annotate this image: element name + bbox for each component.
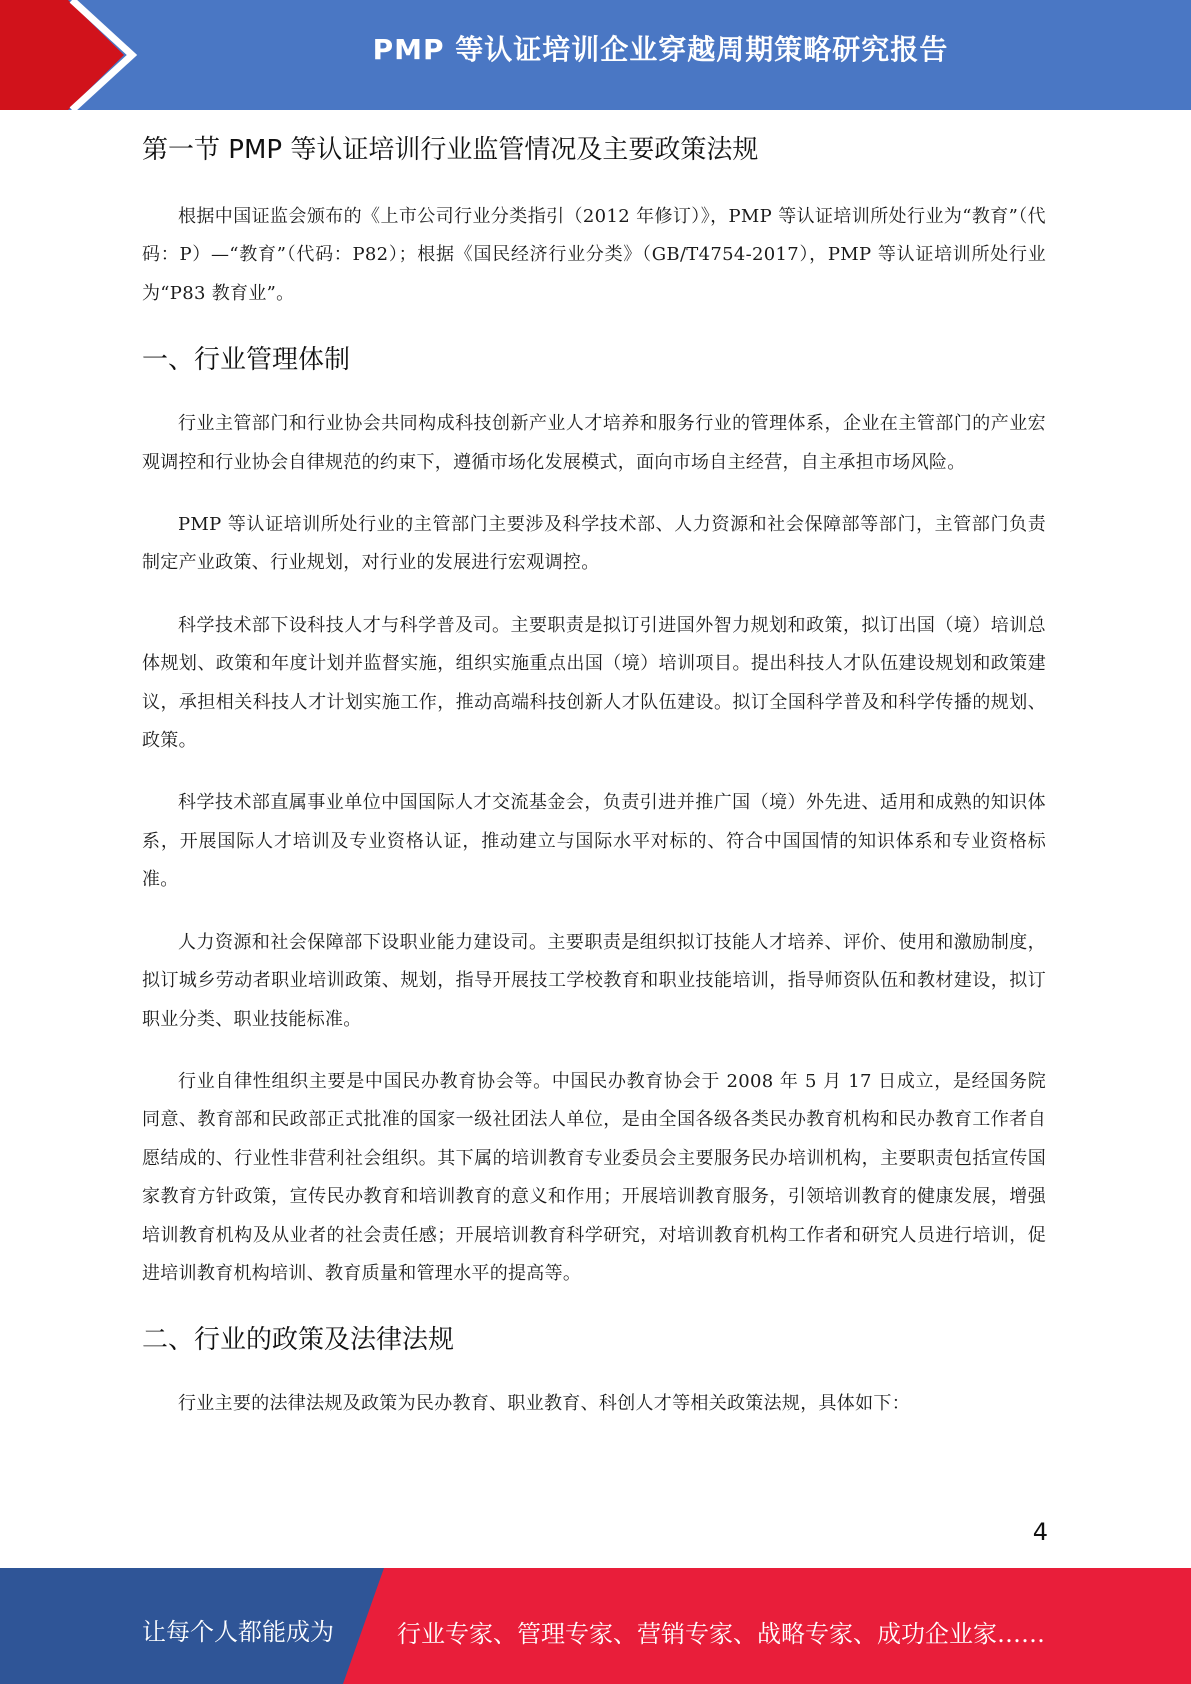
section-title: 第一节 PMP 等认证培训行业监管情况及主要政策法规 xyxy=(142,135,759,165)
page-body xyxy=(142,128,1046,1448)
paragraph: 科学技术部直属事业单位中国国际人才交流基金会，负责引进并推广国（境）外先进、适用和成熟的知识体系，开展国际人才培训及专业资格认证，推动建立与国际水平对标的、符合中国国情的知识体系和专业资格标准。 xyxy=(142,792,1046,891)
paragraph: 行业主管部门和行业协会共同构成科技创新产业人才培养和服务行业的管理体系，企业在主管部门的产业宏观调控和行业协会自律规范的约束下，遵循市场化发展模式，面向市场自主经营，自主承担市场风险。 xyxy=(142,413,1046,473)
paragraph: 行业自律性组织主要是中国民办教育协会等。中国民办教育协会于 2008 年 5 月 17 日成立，是经国务院同意、教育部和民政部正式批准的国家一级社团法人单位，是由全国各级各类民办教育机构和民办教育工作者自愿结成的、行业性非营利社会组织。其下属的培训教育专业委员会主要服务民办培训机构，主要职责包括宣传国家教育方针政策，宣传民办教育和培训教育的意义和作用；开展培训教育服务，引领培训教育的健康发展，增强培训教育机构及从业者的社会责任感；开展培训教育科学研究，对培训教育机构工作者和研究人员进行培训，促进培训教育机构培训、教育质量和管理水平的提高等。 xyxy=(142,1070,1046,1284)
page-header xyxy=(0,0,1191,110)
footer-slogan-right: 行业专家、管理专家、营销专家、战略专家、成功企业家…… xyxy=(397,1620,1045,1648)
page-number: 4 xyxy=(1032,1518,1048,1546)
header-arrow-icon xyxy=(0,0,150,110)
heading-management-system: 一、行业管理体制 xyxy=(142,345,351,376)
report-title: PMP 等认证培训企业穿越周期策略研究报告 xyxy=(372,33,949,66)
paragraph: PMP 等认证培训所处行业的主管部门主要涉及科学技术部、人力资源和社会保障部等部门，主管部门负责制定产业政策、行业规划，对行业的发展进行宏观调控。 xyxy=(142,514,1046,574)
footer-slogan-left: 让每个人都能成为 xyxy=(142,1618,334,1646)
paragraph: 科学技术部下设科技人才与科学普及司。主要职责是拟订引进国外智力规划和政策，拟订出国（境）培训总体规划、政策和年度计划并监督实施，组织实施重点出国（境）培训项目。提出科技人才队伍建设规划和政策建议，承担相关科技人才计划实施工作，推动高端科技创新人才队伍建设。拟订全国科学普及和科学传播的规划、政策。 xyxy=(142,614,1046,752)
paragraph: 人力资源和社会保障部下设职业能力建设司。主要职责是组织拟订技能人才培养、评价、使用和激励制度，拟订城乡劳动者职业培训政策、规划，指导开展技工学校教育和职业技能培训，指导师资队伍和教材建设，拟订职业分类、职业技能标准。 xyxy=(142,931,1046,1030)
intro-paragraph: 根据中国证监会颁布的《上市公司行业分类指引（2012 年修订）》，PMP 等认证培训所处行业为“教育”（代码：P）—“教育”（代码：P82）；根据《国民经济行业分类》（GB/T4754-2017），PMP 等认证培训所处行业为“P83 教育业”。 xyxy=(142,206,1046,304)
page-footer xyxy=(0,1568,1191,1684)
heading-policies-laws: 二、行业的政策及法律法规 xyxy=(142,1325,455,1356)
paragraph: 行业主要的法律法规及政策为民办教育、职业教育、科创人才等相关政策法规，具体如下： xyxy=(178,1393,910,1415)
